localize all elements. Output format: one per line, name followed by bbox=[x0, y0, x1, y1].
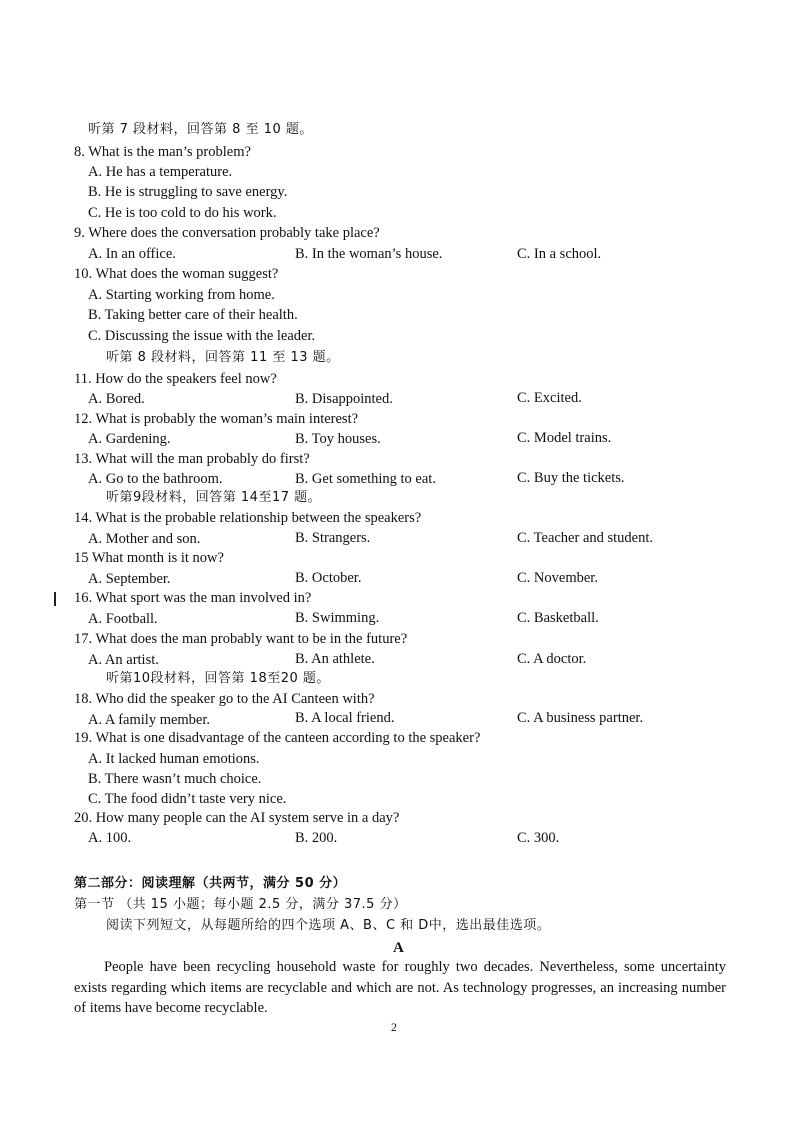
q19-option-c: C. The food didn’t taste very nice. bbox=[88, 791, 287, 807]
passage-a-paragraph: People have been recycling household waste for roughly two decades. Nevertheless, some uncertainty exists regarding which items are recyclable and which are not. As technology progresses, an increasing number of items have become recyclable. bbox=[74, 959, 726, 1016]
q17-option-b: B. An athlete. bbox=[295, 651, 375, 667]
q9-option-c: C. In a school. bbox=[517, 246, 602, 262]
q11-option-a: A. Bored. bbox=[88, 391, 145, 407]
q17-option-c: C. A doctor. bbox=[517, 651, 587, 667]
question-8: 8. What is the man’s problem? bbox=[74, 144, 251, 160]
q12-option-c: C. Model trains. bbox=[517, 430, 612, 446]
q10-option-c: C. Discussing the issue with the leader. bbox=[88, 328, 316, 344]
q15-option-a: A. September. bbox=[88, 571, 171, 587]
question-19: 19. What is one disadvantage of the canteen according to the speaker? bbox=[74, 730, 481, 746]
section-10-instruction: 听第10段材料，回答第 18至20 题。 bbox=[106, 671, 330, 686]
q13-option-b: B. Get something to eat. bbox=[295, 471, 436, 487]
reading-instruction: 阅读下列短文，从每题所给的四个选项 A、B、C 和 D中，选出最佳选项。 bbox=[106, 918, 551, 933]
q11-option-b: B. Disappointed. bbox=[295, 391, 393, 407]
q17-option-a: A. An artist. bbox=[88, 652, 159, 668]
question-10: 10. What does the woman suggest? bbox=[74, 266, 279, 282]
q13-option-c: C. Buy the tickets. bbox=[517, 470, 625, 486]
q18-option-b: B. A local friend. bbox=[295, 710, 395, 726]
q20-option-b: B. 200. bbox=[295, 830, 338, 846]
q9-option-a: A. In an office. bbox=[88, 246, 176, 262]
q13-option-a: A. Go to the bathroom. bbox=[88, 471, 223, 487]
q20-option-c: C. 300. bbox=[517, 830, 560, 846]
section-8-instruction: 听第 8 段材料，回答第 11 至 13 题。 bbox=[106, 350, 340, 365]
q12-option-a: A. Gardening. bbox=[88, 431, 171, 447]
q9-option-b: B. In the woman’s house. bbox=[295, 246, 443, 262]
q10-option-b: B. Taking better care of their health. bbox=[88, 307, 298, 323]
q16-option-c: C. Basketball. bbox=[517, 610, 599, 626]
question-14: 14. What is the probable relationship between the speakers? bbox=[74, 510, 422, 526]
question-17: 17. What does the man probably want to be in the future? bbox=[74, 631, 408, 647]
q15-option-b: B. October. bbox=[295, 570, 362, 586]
section-one-heading: 第一节 （共 15 小题；每小题 2.5 分，满分 37.5 分） bbox=[74, 897, 407, 912]
q15-option-c: C. November. bbox=[517, 570, 598, 586]
q20-option-a: A. 100. bbox=[88, 830, 132, 846]
q19-option-b: B. There wasn’t much choice. bbox=[88, 771, 262, 787]
section-7-instruction: 听第 7 段材料，回答第 8 至 10 题。 bbox=[88, 122, 313, 137]
q12-option-b: B. Toy houses. bbox=[295, 431, 381, 447]
q8-option-c: C. He is too cold to do his work. bbox=[88, 205, 277, 221]
q8-option-b: B. He is struggling to save energy. bbox=[88, 184, 288, 200]
part-two-heading: 第二部分：阅读理解（共两节，满分 50 分） bbox=[74, 876, 347, 891]
margin-mark bbox=[54, 592, 56, 606]
question-16: 16. What sport was the man involved in? bbox=[74, 590, 312, 606]
q19-option-a: A. It lacked human emotions. bbox=[88, 751, 260, 767]
q18-option-c: C. A business partner. bbox=[517, 710, 644, 726]
section-9-instruction: 听第9段材料，回答第 14至17 题。 bbox=[106, 490, 322, 505]
question-20: 20. How many people can the AI system serve in a day? bbox=[74, 810, 400, 826]
q10-option-a: A. Starting working from home. bbox=[88, 287, 275, 303]
q14-option-a: A. Mother and son. bbox=[88, 531, 201, 547]
page-number: 2 bbox=[391, 1020, 397, 1034]
question-9: 9. Where does the conversation probably take place? bbox=[74, 225, 380, 241]
question-13: 13. What will the man probably do first? bbox=[74, 451, 310, 467]
q16-option-b: B. Swimming. bbox=[295, 610, 380, 626]
q11-option-c: C. Excited. bbox=[517, 390, 582, 406]
question-15: 15 What month is it now? bbox=[74, 550, 224, 566]
q14-option-b: B. Strangers. bbox=[295, 530, 371, 546]
question-12: 12. What is probably the woman’s main interest? bbox=[74, 411, 359, 427]
q14-option-c: C. Teacher and student. bbox=[517, 530, 654, 546]
q8-option-a: A. He has a temperature. bbox=[88, 164, 233, 180]
question-18: 18. Who did the speaker go to the AI Canteen with? bbox=[74, 691, 375, 707]
q18-option-a: A. A family member. bbox=[88, 712, 211, 728]
passage-letter: A bbox=[393, 940, 404, 956]
question-11: 11. How do the speakers feel now? bbox=[74, 371, 277, 387]
q16-option-a: A. Football. bbox=[88, 611, 158, 627]
